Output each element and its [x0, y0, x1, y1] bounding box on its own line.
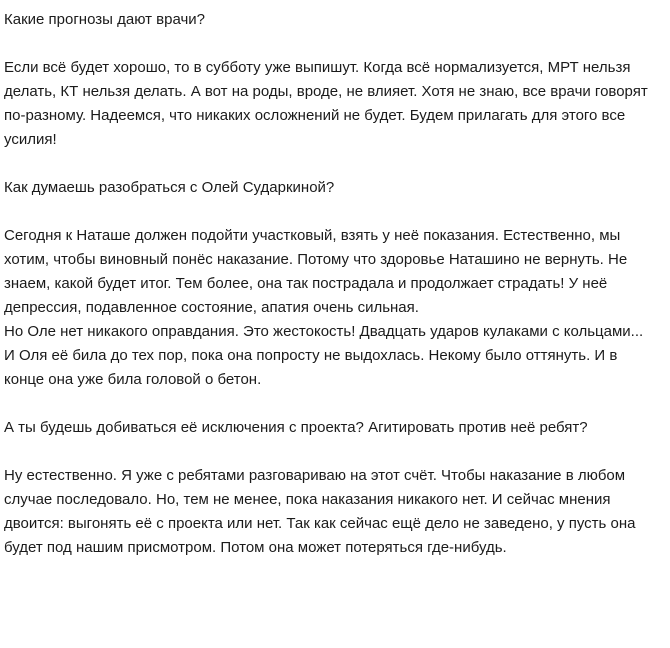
paragraph-spacer [4, 152, 656, 176]
question-paragraph-2: Как думаешь разобраться с Олей Сударкиной? [4, 179, 335, 196]
answer-paragraph-2: Сегодня к Наташе должен подойти участковый, взять у неё показания. Естественно, мы хотим, чтобы виновный понёс наказание. Потому что здоровье Наташино не вернуть. Не знаем, какой будет итог. Тем более, она так пострадала и продолжает страдать! У неё депрессия, подавленное состояние, апатия очень сильная. [4, 227, 628, 316]
question-paragraph-1: Какие прогнозы дают врачи? [4, 11, 206, 28]
paragraph-spacer [4, 392, 656, 416]
paragraph-spacer [4, 200, 656, 224]
answer-paragraph-3: Ну естественно. Я уже с ребятами разговариваю на этот счёт. Чтобы наказание в любом случае последовало. Но, тем не менее, пока наказания никакого нет. И сейчас мнения двоится: выгонять её с проекта или нет. Так как сейчас ещё дело не заведено, у пусть она будет под нашим присмотром. Потом она может потеряться где-нибудь. [4, 467, 636, 556]
answer-paragraph-2-continued: Но Оле нет никакого оправдания. Это жестокость! Двадцать ударов кулаками с кольцами... И Оля её била до тех пор, пока она попросту не выдохлась. Некому было оттянуть. И в конце она уже била головой о бетон. [4, 323, 644, 388]
answer-paragraph-1: Если всё будет хорошо, то в субботу уже выпишут. Когда всё нормализуется, МРТ нельзя делать, КТ нельзя делать. А вот на роды, вроде, не влияет. Хотя не знаю, все врачи говорят по-разному. Надеемся, что никаких осложнений не будет. Будем прилагать для этого все усилия! [4, 59, 648, 148]
question-paragraph-3: А ты будешь добиваться её исключения с проекта? Агитировать против неё ребят? [4, 419, 588, 436]
article-body [0, 8, 670, 560]
paragraph-spacer [4, 32, 656, 56]
paragraph-spacer [4, 440, 656, 464]
